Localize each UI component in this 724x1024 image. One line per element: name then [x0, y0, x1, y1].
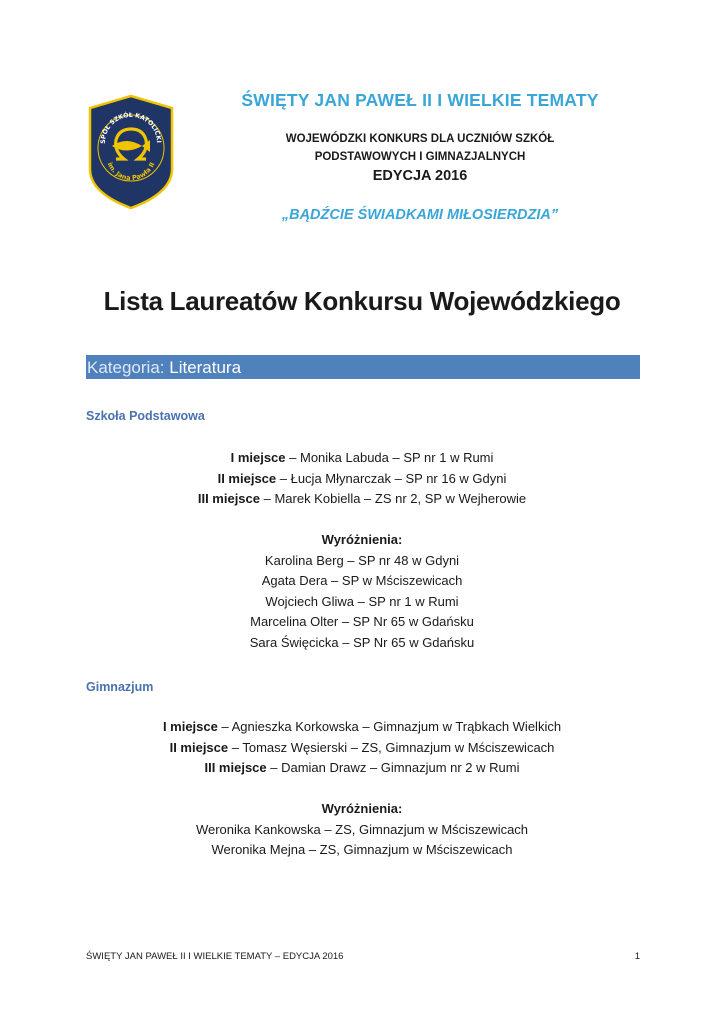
place-row: [0, 717, 724, 738]
page-number: 1: [634, 951, 640, 962]
header-title: ŚWIĘTY JAN PAWEŁ II I WIELKIE TEMATY: [241, 90, 599, 110]
distinction-item: Weronika Mejna – ZS, Gimnazjum w Mściszewicach: [211, 842, 513, 857]
place-row: [0, 469, 724, 490]
category-bar: [86, 355, 640, 379]
category-value: Literatura: [169, 358, 242, 377]
place-label: II miejsce: [169, 739, 229, 755]
primary-school-distinctions: [0, 530, 724, 653]
header-subtitle: [200, 130, 640, 166]
distinction-item: Marcelina Olter – SP Nr 65 w Gdańsku: [250, 614, 474, 629]
footer-text: ŚWIĘTY JAN PAWEŁ II I WIELKIE TEMATY – EDYCJA 2016: [86, 951, 344, 962]
header-subtitle-line1: WOJEWÓDZKI KONKURS DLA UCZNIÓW SZKÓŁ: [285, 133, 555, 145]
section-heading-gimnazjum: Gimnazjum: [86, 680, 154, 694]
distinctions-label: Wyróżnienia:: [321, 801, 403, 816]
distinction-item: Weronika Kankowska – ZS, Gimnazjum w Mściszewicach: [195, 821, 529, 837]
place-row: [0, 489, 724, 510]
school-crest-logo: [86, 93, 176, 211]
place-row: [0, 738, 724, 759]
section-heading-primary-school: Szkoła Podstawowa: [86, 409, 205, 423]
header-motto: „BĄDŹCIE ŚWIADKAMI MIŁOSIERDZIA”: [281, 207, 559, 223]
distinction-item: Wojciech Gliwa – SP nr 1 w Rumi: [265, 593, 459, 609]
place-text: – Damian Drawz – Gimnazjum nr 2 w Rumi: [266, 760, 520, 775]
place-label: III miejsce: [197, 491, 260, 506]
place-text: – Agnieszka Korkowska – Gimnazjum w Trąbkach Wielkich: [217, 719, 562, 734]
place-label: II miejsce: [217, 470, 277, 486]
place-row: [0, 448, 724, 469]
place-label: I miejsce: [230, 450, 286, 465]
gimnazjum-distinctions: [0, 799, 724, 861]
distinctions-label: Wyróżnienia:: [321, 532, 403, 547]
header-subtitle-line2: PODSTAWOWYCH I GIMNAZJALNYCH: [314, 151, 526, 163]
place-label: I miejsce: [162, 719, 218, 734]
header-edition: EDYCJA 2016: [372, 168, 468, 184]
place-row: [0, 758, 724, 779]
page-title: Lista Laureatów Konkursu Wojewódzkiego: [103, 286, 621, 316]
category-label: Kategoria:: [87, 358, 165, 377]
distinctions-heading: [0, 799, 724, 820]
gimnazjum-places: [0, 717, 724, 779]
crest-ring-text-bottom: im. Jana Pawła II: [105, 161, 157, 183]
primary-school-places: [0, 448, 724, 510]
place-text: – Monika Labuda – SP nr 1 w Rumi: [285, 450, 494, 465]
place-text: – Łucja Młynarczak – SP nr 16 w Gdyni: [276, 470, 507, 486]
place-text: – Tomasz Węsierski – ZS, Gimnazjum w Mściszewicach: [228, 739, 555, 755]
distinction-item: Sara Święcicka – SP Nr 65 w Gdańsku: [249, 634, 475, 650]
crest-ring-text-top: SPÓŁ SZKÓŁ KATOLICKI: [99, 111, 163, 145]
place-text: – Marek Kobiella – ZS nr 2, SP w Wejherowie: [260, 491, 527, 506]
distinctions-heading: [0, 530, 724, 551]
distinction-item: Agata Dera – SP w Mściszewicach: [261, 573, 463, 588]
distinction-item: Karolina Berg – SP nr 48 w Gdyni: [264, 552, 460, 568]
page-footer: [86, 951, 640, 962]
place-label: III miejsce: [204, 760, 267, 775]
